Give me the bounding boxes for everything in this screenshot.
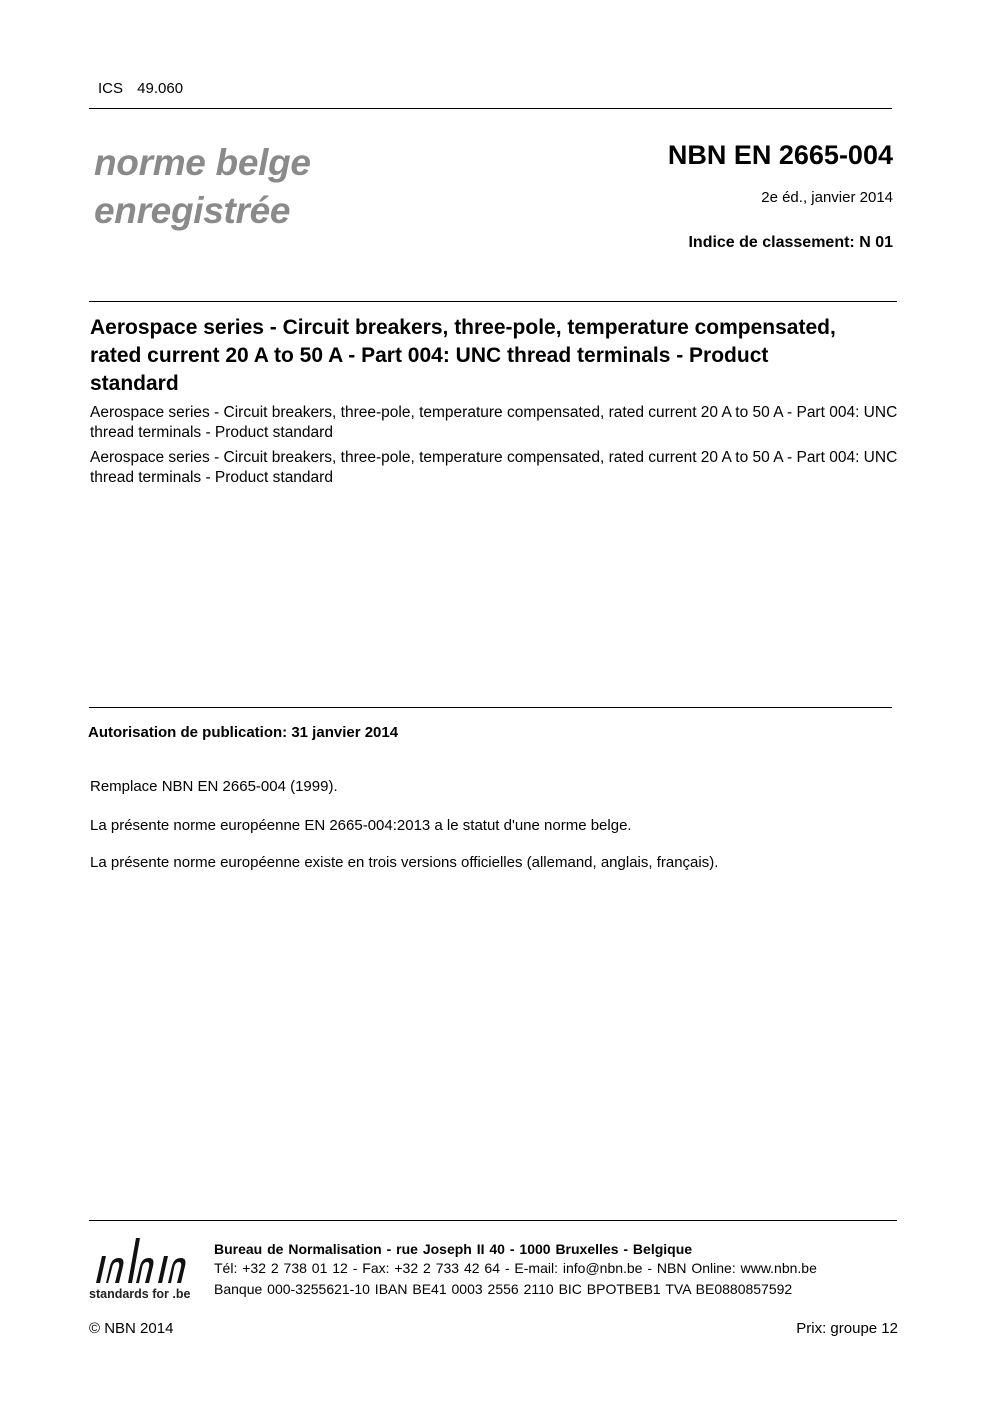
document-title: Aerospace series - Circuit breakers, three-pole, temperature compensated, rated current 20 A to 50 A - Part 004: UNC thread terminals - Product standard <box>90 316 836 395</box>
enregistree-label: enregistrée <box>94 190 291 231</box>
footer-bank-details: Banque 000-3255621-10 IBAN BE41 0003 2556 2110 BIC BPOTBEB1 TVA BE0880857592 <box>214 1281 793 1297</box>
footer-address: Bureau de Normalisation - rue Joseph II 40 - 1000 Bruxelles - Belgique <box>214 1241 693 1257</box>
top-divider <box>89 108 892 109</box>
copyright: © NBN 2014 <box>89 1320 174 1337</box>
standard-number: NBN EN 2665-004 <box>667 140 893 170</box>
status-note: La présente norme européenne EN 2665-004:2013 a le statut d'une norme belge. <box>90 817 632 834</box>
logo-tagline: standards for .be <box>89 1287 191 1301</box>
price-group: Prix: groupe 12 <box>796 1320 898 1337</box>
footer-divider <box>89 1220 897 1221</box>
classification-index: Indice de classement: N 01 <box>688 234 893 251</box>
edition-date: 2e éd., janvier 2014 <box>761 189 893 206</box>
document-title-alt: Aerospace series - Circuit breakers, three-pole, temperature compensated, rated current 20 A to 50 A - Part 004: UNC thread terminals - Product standard <box>90 449 898 486</box>
title-divider <box>89 301 897 302</box>
replaces-note: Remplace NBN EN 2665-004 (1999). <box>90 778 338 795</box>
norme-belge-label: norme belge <box>94 142 311 183</box>
footer-contact: Tél: +32 2 738 01 12 - Fax: +32 2 733 42 64 - E-mail: info@nbn.be - NBN Online: www.nbn.be <box>214 1260 817 1276</box>
ics-code: ICS 49.060 <box>98 80 184 97</box>
publication-authorisation: Autorisation de publication: 31 janvier 2014 <box>88 724 399 741</box>
versions-note: La présente norme européenne existe en trois versions officielles (allemand, anglais, français). <box>90 854 719 871</box>
publication-divider <box>89 707 892 708</box>
document-title-alt: Aerospace series - Circuit breakers, three-pole, temperature compensated, rated current 20 A to 50 A - Part 004: UNC thread terminals - Product standard <box>90 404 898 441</box>
